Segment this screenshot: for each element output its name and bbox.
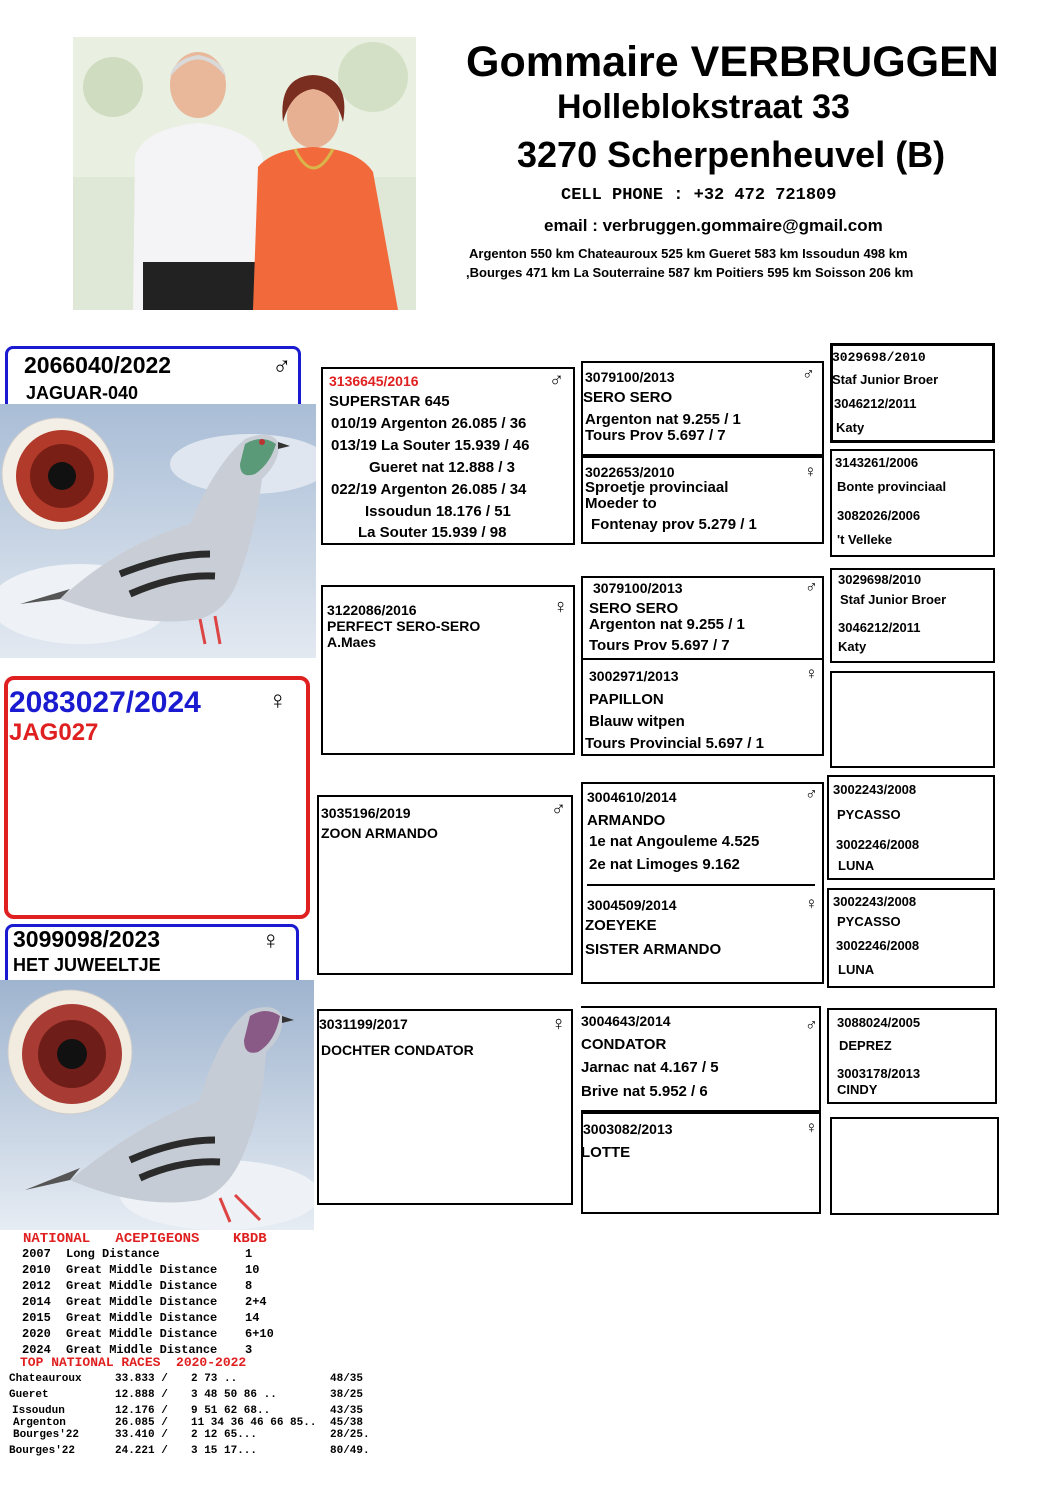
female-icon: ♀ xyxy=(261,925,281,955)
race-result: 80/49. xyxy=(330,1445,370,1457)
pedigree-line: Fontenay prov 5.279 / 1 xyxy=(591,516,757,533)
sire-ring: 2066040/2022 xyxy=(24,352,172,378)
pedigree-line: 3082026/2006 xyxy=(837,508,921,523)
pedigree-ring: 3029698/2010 xyxy=(832,350,926,365)
achievement-year: 2012 xyxy=(22,1279,51,1293)
race-birds: 33.410 / xyxy=(115,1429,168,1441)
pedigree-ring: 3143261/2006 xyxy=(835,455,919,470)
achievement-place: 1 xyxy=(245,1247,253,1261)
male-icon: ♂ xyxy=(805,577,818,596)
female-icon: ♀ xyxy=(804,462,817,481)
pedigree-ring: 3079100/2013 xyxy=(585,369,675,385)
achievement-category: Great Middle Distance xyxy=(66,1295,218,1309)
pedigree-line: ZOON ARMANDO xyxy=(321,825,438,841)
pedigree-ring: 3004610/2014 xyxy=(587,789,677,805)
pedigree-box-gen4-empty xyxy=(830,1117,999,1215)
race-birds: 24.221 / xyxy=(115,1445,168,1457)
race-places: 2 73 .. xyxy=(191,1373,238,1385)
race-result: 38/25 xyxy=(330,1389,364,1401)
race-race: Bourges'22 xyxy=(9,1445,76,1457)
race-birds: 12.888 / xyxy=(115,1389,168,1401)
race-places: 3 48 50 86 .. xyxy=(191,1389,277,1401)
race-result: 43/35 xyxy=(330,1405,364,1417)
achievement-place: 8 xyxy=(245,1279,253,1293)
pedigree-line: 't Velleke xyxy=(837,532,893,547)
owner-photo xyxy=(73,37,416,310)
pedigree-line: DEPREZ xyxy=(839,1038,892,1053)
pedigree-ring: 3002243/2008 xyxy=(833,782,917,797)
pedigree-ring: 3004509/2014 xyxy=(587,897,677,913)
achievement-category: Great Middle Distance xyxy=(66,1343,218,1357)
race-race: Issoudun xyxy=(12,1405,65,1417)
achievement-category: Great Middle Distance xyxy=(66,1311,218,1325)
race-race: Argenton xyxy=(13,1417,66,1429)
pedigree-line: SUPERSTAR 645 xyxy=(329,393,450,410)
race-birds: 33.833 / xyxy=(115,1373,168,1385)
race-places: 2 12 65... xyxy=(191,1429,258,1441)
pedigree-line: PAPILLON xyxy=(589,691,664,708)
pedigree-line: Argenton nat 9.255 / 1 xyxy=(589,616,745,633)
divider xyxy=(587,884,815,886)
pedigree-line: LOTTE xyxy=(581,1144,631,1161)
race-places: 3 15 17... xyxy=(191,1445,258,1457)
pedigree-line: Tours Prov 5.697 / 7 xyxy=(589,637,730,654)
pedigree-line: Bonte provinciaal xyxy=(837,479,947,494)
sire-photo xyxy=(0,404,316,658)
pedigree-ring: 3122086/2016 xyxy=(327,602,417,618)
female-icon: ♀ xyxy=(268,685,288,715)
pedigree-ring: 3088024/2005 xyxy=(837,1015,921,1030)
owner-city: 3270 Scherpenheuvel (B) xyxy=(517,134,946,175)
pedigree-line: 3002246/2008 xyxy=(836,938,920,953)
pedigree-box-dam-dam xyxy=(317,1009,573,1205)
race-result: 48/35 xyxy=(330,1373,364,1385)
pedigree-ring: 3029698/2010 xyxy=(838,572,922,587)
dam-photo xyxy=(0,980,314,1230)
race-birds: 12.176 / xyxy=(115,1405,168,1417)
owner-phone: CELL PHONE : +32 472 721809 xyxy=(561,186,837,205)
achievement-year: 2020 xyxy=(22,1327,51,1341)
pedigree-line: Katy xyxy=(836,420,865,435)
achievements-title: NATIONAL ACEPIGEONS KBDB xyxy=(23,1231,267,1247)
races-title: TOP NATIONAL RACES 2020-2022 xyxy=(20,1355,247,1370)
subject-name: JAG027 xyxy=(9,719,99,746)
pedigree-line: A.Maes xyxy=(327,634,377,650)
pedigree-ring: 3003082/2013 xyxy=(583,1121,673,1137)
race-result: 45/38 xyxy=(330,1417,364,1429)
pedigree-line: Brive nat 5.952 / 6 xyxy=(581,1083,708,1100)
pedigree-line: 3002246/2008 xyxy=(836,837,920,852)
pedigree-line: 3046212/2011 xyxy=(838,620,921,635)
pedigree-line: ZOEYEKE xyxy=(585,917,657,934)
pedigree-line: PYCASSO xyxy=(837,914,901,929)
pedigree-line: Staf Junior Broer xyxy=(840,592,947,607)
female-icon: ♀ xyxy=(805,894,818,913)
pedigree-line: Tours Provincial 5.697 / 1 xyxy=(585,735,764,752)
pedigree-line: Blauw witpen xyxy=(589,713,685,730)
pedigree-line: 3003178/2013 xyxy=(837,1066,921,1081)
race-race: Bourges'22 xyxy=(13,1429,80,1441)
achievement-category: Great Middle Distance xyxy=(66,1279,218,1293)
achievement-year: 2014 xyxy=(22,1295,51,1309)
achievement-place: 10 xyxy=(245,1263,260,1277)
achievement-category: Long Distance xyxy=(66,1247,160,1261)
female-icon: ♀ xyxy=(553,596,568,618)
pedigree-line: SERO SERO xyxy=(583,389,673,406)
pedigree-line: Tours Prov 5.697 / 7 xyxy=(585,427,726,444)
pedigree-line: Gueret nat 12.888 / 3 xyxy=(369,459,515,476)
achievement-place: 6+10 xyxy=(245,1327,274,1341)
race-places: 11 34 36 46 66 85.. xyxy=(191,1417,317,1429)
pedigree-line: Moeder to xyxy=(585,495,657,512)
pedigree-line: 022/19 Argenton 26.085 / 34 xyxy=(331,481,527,498)
pedigree-ring: 3002243/2008 xyxy=(833,894,917,909)
pedigree-line: CINDY xyxy=(837,1082,878,1097)
distances-line-1: Argenton 550 km Chateauroux 525 km Gueret 583 km Issoudun 498 km xyxy=(469,246,908,261)
pedigree-line: PERFECT SERO-SERO xyxy=(327,618,481,634)
pedigree-line: LUNA xyxy=(838,858,875,873)
pedigree-line: Sproetje provinciaal xyxy=(585,479,729,496)
male-icon: ♂ xyxy=(805,784,818,803)
pedigree-line: Katy xyxy=(838,639,867,654)
subject-ring: 2083027/2024 xyxy=(9,686,201,719)
pedigree-ring: 3004643/2014 xyxy=(581,1013,671,1029)
pedigree-line: 013/19 La Souter 15.939 / 46 xyxy=(331,437,530,454)
achievement-category: Great Middle Distance xyxy=(66,1263,218,1277)
owner-name: Gommaire VERBRUGGEN xyxy=(466,38,999,86)
race-race: Gueret xyxy=(9,1389,49,1401)
pedigree-line: 1e nat Angouleme 4.525 xyxy=(589,833,760,850)
pedigree-line: Staf Junior Broer xyxy=(832,372,939,387)
female-icon: ♀ xyxy=(805,1118,818,1137)
pedigree-line: Issoudun 18.176 / 51 xyxy=(365,503,511,520)
pedigree-line: 3046212/2011 xyxy=(834,396,917,411)
achievement-place: 14 xyxy=(245,1311,260,1325)
male-icon: ♂ xyxy=(549,369,564,391)
achievement-place: 3 xyxy=(245,1343,253,1357)
pedigree-line: 2e nat Limoges 9.162 xyxy=(589,856,740,873)
pedigree-line: 010/19 Argenton 26.085 / 36 xyxy=(331,415,527,432)
pedigree-line: DOCHTER CONDATOR xyxy=(321,1042,474,1058)
male-icon: ♂ xyxy=(272,350,292,380)
pedigree-line: La Souter 15.939 / 98 xyxy=(358,524,507,541)
pedigree-ring: 3079100/2013 xyxy=(593,580,683,596)
pedigree-ring: 3031199/2017 xyxy=(319,1016,408,1032)
dam-name: HET JUWEELTJE xyxy=(13,955,161,975)
male-icon: ♂ xyxy=(802,364,815,383)
pedigree-ring: 3136645/2016 xyxy=(329,373,419,389)
pedigree-line: Jarnac nat 4.167 / 5 xyxy=(581,1059,719,1076)
pedigree-ring: 3002971/2013 xyxy=(589,668,679,684)
owner-email: email : verbruggen.gommaire@gmail.com xyxy=(544,216,883,235)
pedigree-line: Argenton nat 9.255 / 1 xyxy=(585,411,741,428)
pedigree-line: CONDATOR xyxy=(581,1036,667,1053)
achievement-year: 2007 xyxy=(22,1247,51,1261)
pedigree-line: PYCASSO xyxy=(837,807,901,822)
pedigree-line: ARMANDO xyxy=(587,812,666,829)
pedigree-line: SISTER ARMANDO xyxy=(585,941,722,958)
pedigree-ring: 3035196/2019 xyxy=(321,805,411,821)
male-icon: ♂ xyxy=(805,1015,818,1034)
female-icon: ♀ xyxy=(805,664,818,683)
achievement-year: 2010 xyxy=(22,1263,51,1277)
pedigree-box-gen4-empty xyxy=(830,671,995,768)
race-race: Chateauroux xyxy=(9,1373,82,1385)
achievement-year: 2024 xyxy=(22,1343,51,1357)
sire-name: JAGUAR-040 xyxy=(26,383,139,403)
pedigree-box-dam-sire xyxy=(317,795,573,975)
race-result: 28/25. xyxy=(330,1429,370,1441)
pedigree-line: SERO SERO xyxy=(589,600,679,617)
achievement-year: 2015 xyxy=(22,1311,51,1325)
race-places: 9 51 62 68.. xyxy=(191,1405,271,1417)
race-birds: 26.085 / xyxy=(115,1417,168,1429)
achievement-place: 2+4 xyxy=(245,1295,267,1309)
dam-ring: 3099098/2023 xyxy=(13,926,161,952)
distances-line-2: ,Bourges 471 km La Souterraine 587 km Poitiers 595 km Soisson 206 km xyxy=(466,265,914,280)
pedigree-ring: 3022653/2010 xyxy=(585,464,675,480)
owner-street: Holleblokstraat 33 xyxy=(557,88,850,126)
female-icon: ♀ xyxy=(551,1013,566,1035)
achievement-category: Great Middle Distance xyxy=(66,1327,218,1341)
pedigree-line: LUNA xyxy=(838,962,875,977)
male-icon: ♂ xyxy=(551,798,566,820)
